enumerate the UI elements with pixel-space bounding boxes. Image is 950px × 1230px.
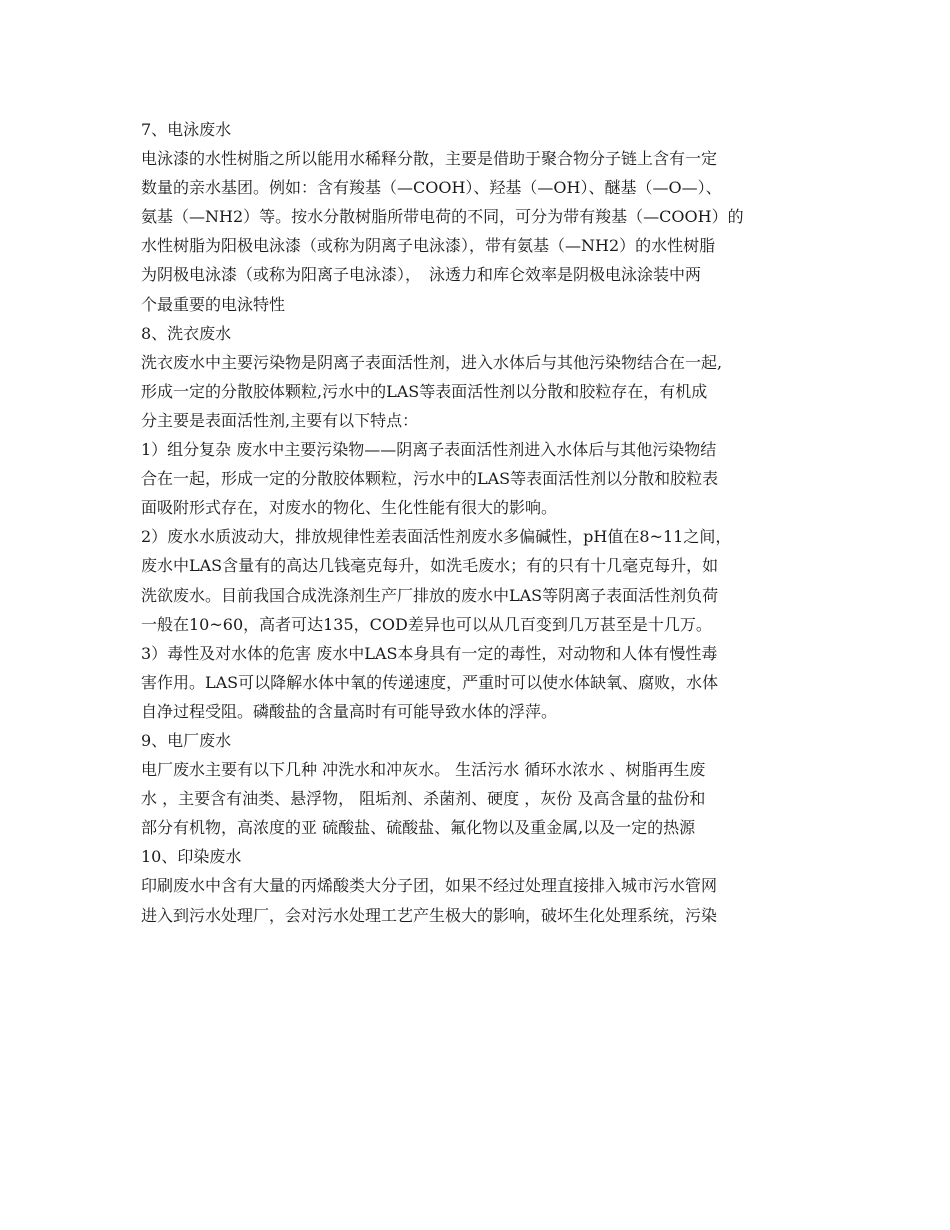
text-line: 印刷废水中含有大量的丙烯酸类大分子团，如果不经过处理直接排入城市污水管网 (141, 876, 718, 896)
text-line: 一般在10~60，高者可达135，COD差异也可以从几百变到几万甚至是十几万。 (141, 614, 712, 634)
text-line: 电泳漆的水性树脂之所以能用水稀释分散，主要是借助于聚合物分子链上含有一定 (141, 149, 718, 169)
text-line: 为阴极电泳漆（或称为阳离子电泳漆）， 泳透力和库仑效率是阴极电泳涂装中两 (141, 265, 702, 285)
text-line: 形成一定的分散胶体颗粒,污水中的LAS等表面活性剂以分散和胶粒存在，有机成 (141, 381, 708, 401)
document-body (141, 115, 821, 930)
text-line: 分主要是表面活性剂,主要有以下特点： (141, 410, 419, 430)
text-line: 自净过程受阻。磷酸盐的含量高时有可能导致水体的浮萍。 (141, 701, 558, 721)
text-line: 面吸附形式存在，对废水的物化、生化性能有很大的影响。 (141, 498, 558, 518)
text-line: 洗衣废水中主要污染物是阴离子表面活性剂，进入水体后与其他污染物结合在一起, (141, 352, 723, 372)
heading-dyeing-wastewater: 10、印染废水 (141, 847, 242, 867)
text-line: 2）废水水质波动大，排放规律性差表面活性剂废水多偏碱性，pH值在8~11之间， (141, 527, 732, 547)
text-line: 数量的亲水基团。例如：含有羧基（—COOH）、羟基（—OH）、醚基（—O—）、 (141, 178, 722, 198)
text-line: 部分有机物，高浓度的亚 硫酸盐、硫酸盐、氟化物以及重金属,以及一定的热源 (141, 818, 696, 838)
text-line: 合在一起，形成一定的分散胶体颗粒，污水中的LAS等表面活性剂以分散和胶粒表 (141, 469, 719, 489)
text-line: 电厂废水主要有以下几种 冲洗水和冲灰水。 生活污水 循环水浓水 、树脂再生废 (141, 760, 706, 780)
text-line: 个最重要的电泳特性 (141, 294, 286, 314)
text-line: 3）毒性及对水体的危害 废水中LAS本身具有一定的毒性，对动物和人体有慢性毒 (141, 643, 718, 663)
text-line: 进入到污水处理厂，会对污水处理工艺产生极大的影响，破坏生化处理系统，污染 (141, 905, 718, 925)
text-line: 害作用。LAS可以降解水体中氧的传递速度，严重时可以使水体缺氧、腐败，水体 (141, 672, 719, 692)
text-line: 氨基（—NH2）等。按水分散树脂所带电荷的不同，可分为带有羧基（—COOH）的 (141, 207, 744, 227)
text-line: 1）组分复杂 废水中主要污染物——阴离子表面活性剂进入水体后与其他污染物结 (141, 440, 717, 460)
heading-laundry-wastewater: 8、洗衣废水 (141, 323, 232, 343)
text-line: 水 ，主要含有油类、悬浮物， 阻垢剂、杀菌剂、硬度 ，灰份 及高含量的盐份和 (141, 789, 706, 809)
text-line: 水性树脂为阳极电泳漆（或称为阴离子电泳漆），带有氨基（—NH2）的水性树脂 (141, 236, 716, 256)
text-line: 废水中LAS含量有的高达几钱毫克每升，如洗毛废水；有的只有十几毫克每升，如 (141, 556, 719, 576)
text-line: 洗欲废水。目前我国合成洗涤剂生产厂排放的废水中LAS等阴离子表面活性剂负荷 (141, 585, 719, 605)
heading-power-plant-wastewater: 9、电厂废水 (141, 730, 232, 750)
heading-electrophoresis-wastewater: 7、电泳废水 (141, 120, 232, 139)
